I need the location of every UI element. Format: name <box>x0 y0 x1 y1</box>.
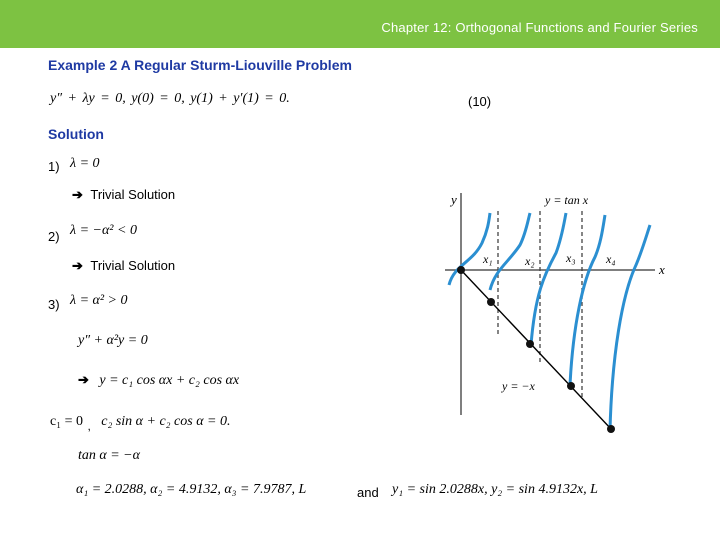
right-arrow-icon: ➔ <box>72 187 83 202</box>
tan-branch <box>610 225 650 430</box>
case-3-condition: λ = α² > 0 <box>70 293 128 308</box>
slide-header-bar <box>0 0 720 48</box>
problem-equation: y″ + λy = 0, y(0) = 0, y(1) + y′(1) = 0. <box>50 91 290 106</box>
intersection-point <box>567 382 575 390</box>
intersection-point <box>457 266 465 274</box>
case-2-result: ➔ Trivial Solution <box>72 258 176 273</box>
alpha-roots: α₁ = 2.0288, α₂ = 4.9132, α₃ = 7.9787, L <box>76 482 307 497</box>
intersection-label: x₁ <box>483 252 493 266</box>
right-arrow-icon: ➔ <box>72 258 83 273</box>
and-label: and <box>357 485 379 500</box>
intersection-point <box>607 425 615 433</box>
case-1-condition: λ = 0 <box>70 156 100 171</box>
solution-heading: Solution <box>48 126 104 142</box>
intersection-label: x₄ <box>606 252 616 266</box>
boundary-conditions: c₁ = 0 $_,$ c₂ sin α + c₂ cos α = 0. <box>50 414 231 433</box>
intersection-point <box>526 340 534 348</box>
case-2-label: 2) <box>48 229 60 244</box>
intersection-label: x₂ <box>525 254 535 268</box>
tan-branch <box>570 215 605 385</box>
intersection-point <box>487 298 495 306</box>
case-2-condition: λ = −α² < 0 <box>70 223 137 238</box>
tan-branch <box>449 213 490 285</box>
case-3-ode: y″ + α²y = 0 <box>78 333 148 348</box>
x-axis-label: x <box>659 262 665 277</box>
case-3-label: 3) <box>48 297 60 312</box>
right-arrow-icon: ➔ <box>78 372 89 387</box>
example-title: Example 2 A Regular Sturm-Liouville Problem <box>48 57 352 73</box>
line-y-neg-x <box>461 270 612 430</box>
chapter-title: Chapter 12: Orthogonal Functions and Fourier Series <box>381 20 698 35</box>
intersection-label: x₃ <box>566 251 576 265</box>
equation-number: (10) <box>468 94 492 109</box>
tan-branch <box>490 213 530 290</box>
tan-branch <box>531 213 566 345</box>
eigenfunctions: y₁ = sin 2.0288x, y₂ = sin 4.9132x, L <box>392 482 598 497</box>
case-1-result: ➔ Trivial Solution <box>72 187 176 202</box>
tan-label: y = tan x <box>545 193 589 207</box>
tan-equation: tan α = −α <box>78 448 140 463</box>
tan-intersection-figure <box>440 185 670 445</box>
case-3-general-solution: ➔ y = c₁ cos αx + c₂ cos αx <box>78 372 240 388</box>
line-label: y = −x <box>502 379 535 393</box>
case-1-label: 1) <box>48 159 60 174</box>
tan-curve <box>449 213 650 430</box>
y-axis-label: y <box>451 192 457 207</box>
